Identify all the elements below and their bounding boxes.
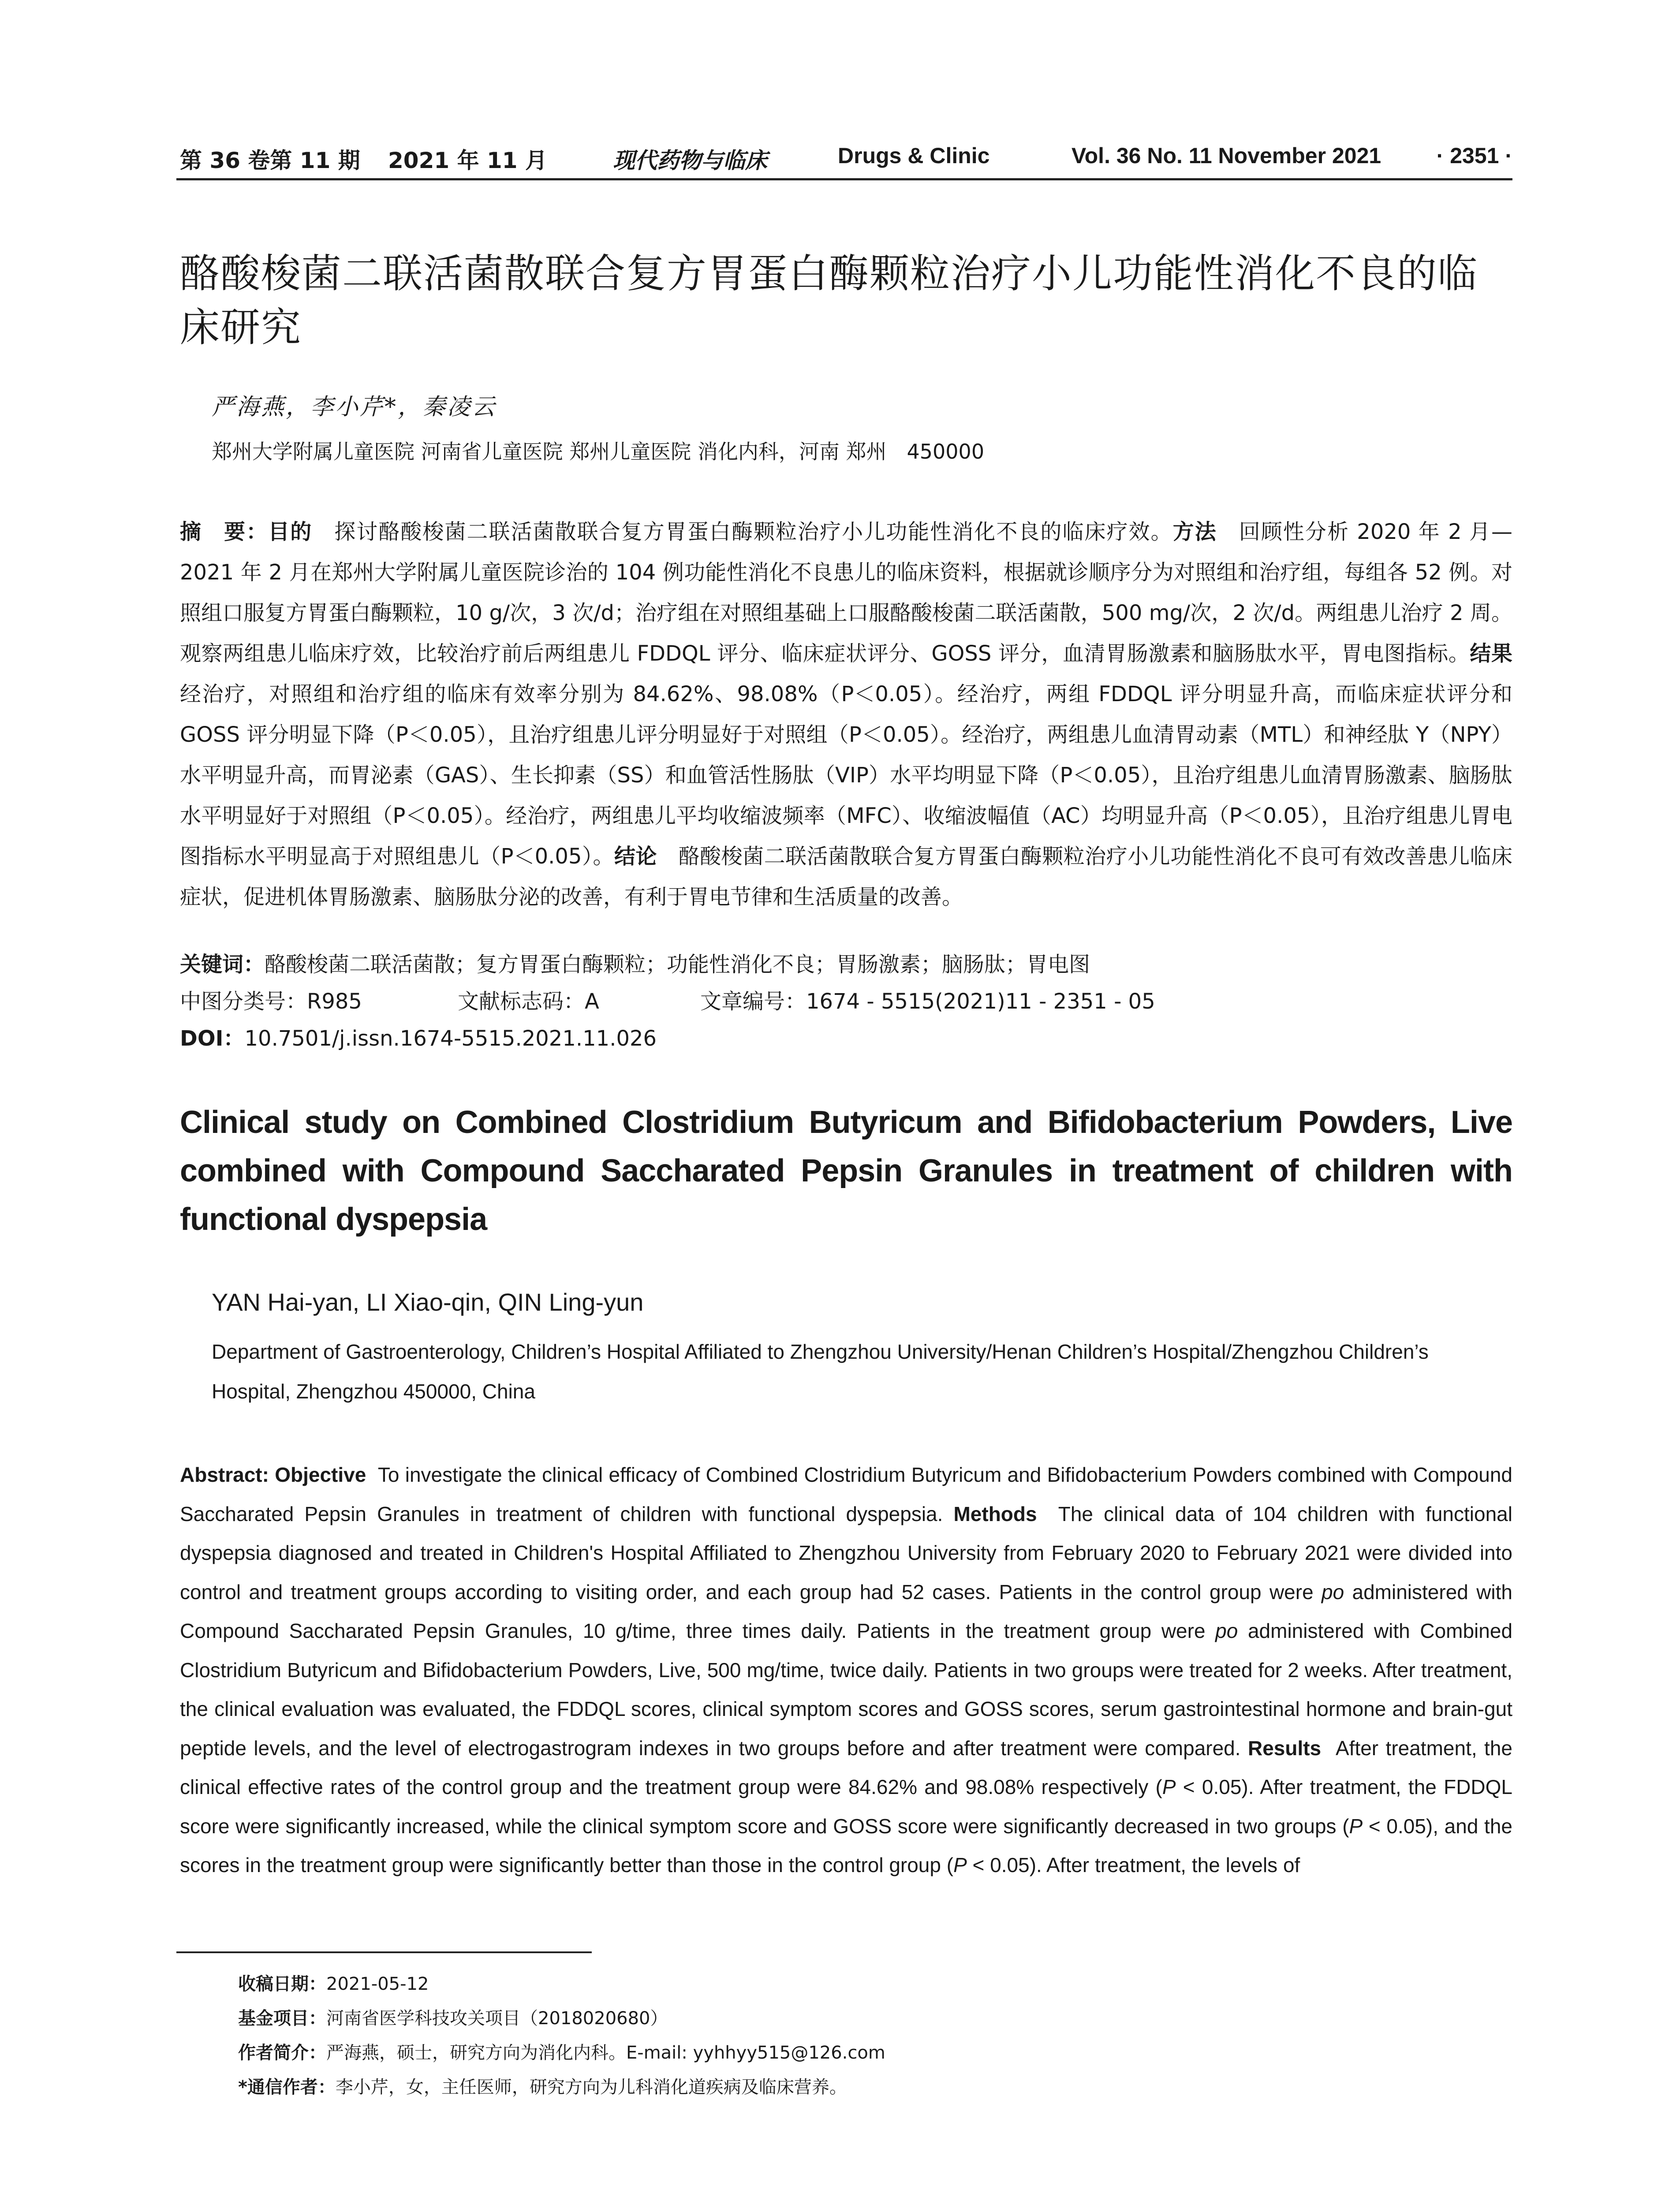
- affiliation-en: Department of Gastroenterology, Children’s Hospital Affiliated to Zhengzhou University/Henan Children’s Hospital/Zhengzhou Children’s Hospital, Zhengzhou 450000, China: [212, 1340, 1429, 1403]
- doi-value: 10.7501/j.issn.1674-5515.2021.11.026: [244, 1026, 657, 1051]
- running-header: [176, 140, 1512, 180]
- document-code: 文献标志码：A: [458, 989, 599, 1014]
- p-symbol: P: [953, 1854, 967, 1876]
- paper-title-cn: 酪酸梭菌二联活菌散联合复方胃蛋白酶颗粒治疗小儿功能性消化不良的临床研究: [180, 250, 1478, 351]
- paper-title-en: Clinical study on Combined Clostridium Butyricum and Bifidobacterium Powders, Live combined with Compound Saccharated Pepsin Granules in treatment of children with functional dyspepsia: [180, 1105, 1512, 1237]
- abstract-en-label: Abstract:: [180, 1463, 269, 1486]
- footnote-fund: [238, 2001, 885, 2036]
- footnote-received: [238, 1967, 885, 2001]
- results-label-en: Results: [1247, 1736, 1322, 1760]
- results-text-en-4: < 0.05). After treatment, the levels of: [972, 1854, 1300, 1876]
- results-text-en-2: < 0.05). After treatment, the FDDQL score were significantly increased, while the clinical symptom score and GOSS score were significantly decreased in two groups (: [180, 1775, 1512, 1838]
- affiliation-cn: 郑州大学附属儿童医院 河南省儿童医院 郑州儿童医院 消化内科，河南 郑州 450000: [212, 440, 985, 463]
- issue-date: 2021 年 11 月: [388, 148, 547, 173]
- abstract-en: [180, 1455, 1512, 1885]
- abstract-cn: [180, 512, 1512, 917]
- received-date: 2021-05-12: [326, 1974, 429, 1994]
- bio-label: 作者简介：: [238, 2043, 326, 2063]
- methods-label-cn: 方法: [1172, 519, 1217, 544]
- article-number: 文章编号：1674 - 5515(2021)11 - 2351 - 05: [700, 989, 1155, 1014]
- results-text-cn: 经治疗，对照组和治疗组的临床有效率分别为 84.62%、98.08%（P＜0.05）。经治疗，两组 FDDQL 评分明显升高，而临床症状评分和 GOSS 评分明显下降（P＜0.05），且治疗组患儿评分明显好于对照组（P＜0.05）。经治疗，两组患儿血清胃动素（MTL）和神经肽 Y（NPY）水平明显升高，而胃泌素（GAS）、生长抑素（SS）和血管活性肠肽（VIP）水平均明显下降（P＜0.05），且治疗组患儿血清胃肠激素、脑肠肽水平明显好于对照组（P＜0.05）。经治疗，两组患儿平均收缩波频率（MFC）、收缩波幅值（AC）均明显升高（P＜0.05），且治疗组患儿胃电图指标水平明显高于对照组患儿（P＜0.05）。: [180, 682, 1512, 869]
- methods-text-en-2: administered with Compound Saccharated Pepsin Granules, 10 g/time, three times daily. Patients in the treatment group were: [180, 1580, 1513, 1642]
- po-term: po: [1322, 1580, 1344, 1603]
- abstract-cn-label: 摘 要：: [180, 519, 269, 544]
- paper-page: [176, 0, 1512, 2205]
- footnotes: [238, 1967, 885, 2104]
- po-term: po: [1215, 1619, 1238, 1642]
- bio-text: 严海燕，硕士，研究方向为消化内科。E-mail: yyhhyy515@126.com: [326, 2043, 885, 2063]
- issue-label: 第 36 卷第 11 期: [180, 148, 360, 173]
- objective-text-en: To investigate the clinical efficacy of Combined Clostridium Butyricum and Bifidobacterium Powders combined with Compound Saccharated Pepsin Granules in treatment of children with functional dyspepsia.: [180, 1463, 1513, 1525]
- p-symbol: P: [1162, 1775, 1176, 1798]
- keywords-text: 酪酸梭菌二联活菌散；复方胃蛋白酶颗粒；功能性消化不良；胃肠激素；脑肠肽；胃电图: [265, 952, 1090, 977]
- journal-name-cn: 现代药物与临床: [613, 147, 767, 173]
- volume-info: Vol. 36 No. 11 November 2021: [1071, 143, 1381, 168]
- results-text-en-1: After treatment, the clinical effective rates of the control group and the treatment group were 84.62% and 98.08% respectively (: [180, 1736, 1513, 1798]
- conclusion-label-cn: 结论: [614, 844, 657, 869]
- methods-text-en-1: The clinical data of 104 children with functional dyspepsia diagnosed and treated in Children's Hospital Affiliated to Zhengzhou University from February 2020 to February 2021 were divided into control and treatment groups according to visiting order, and each group had 52 cases. Patients in the control group were: [180, 1502, 1512, 1603]
- objective-label-cn: 目的: [268, 519, 313, 544]
- results-label-cn: 结果: [1470, 641, 1512, 666]
- methods-text-cn: 回顾性分析 2020 年 2 月—2021 年 2 月在郑州大学附属儿童医院诊治的 104 例功能性消化不良患儿的临床资料，根据就诊顺序分为对照组和治疗组，每组各 52 例。对照组口服复方胃蛋白酶颗粒，10 g/次，3 次/d；治疗组在对照组基础上口服酪酸梭菌二联活菌散，500 mg/次，2 次/d。两组患儿治疗 2 周。观察两组患儿临床疗效，比较治疗前后两组患儿 FDDQL 评分、临床症状评分、GOSS 评分，血清胃肠激素和脑肠肽水平，胃电图指标。: [180, 519, 1512, 666]
- methods-label-en: Methods: [953, 1502, 1037, 1525]
- p-symbol: P: [1349, 1814, 1363, 1838]
- keywords-label: 关键词：: [180, 952, 265, 977]
- objective-label-en: Objective: [275, 1463, 366, 1486]
- received-label: 收稿日期：: [238, 1974, 326, 1994]
- fund-label: 基金项目：: [238, 2008, 326, 2029]
- keywords-cn: [180, 947, 1090, 978]
- authors-en: YAN Hai-yan, LI Xiao-qin, QIN Ling-yun: [212, 1288, 644, 1316]
- clc-number: 中图分类号：R985: [180, 989, 362, 1014]
- doi-label: DOI：: [180, 1026, 245, 1051]
- footnote-author-bio: [238, 2036, 885, 2070]
- footnote-corresponding: [238, 2070, 885, 2104]
- page-number: · 2351 ·: [1436, 143, 1512, 168]
- journal-name-en: Drugs & Clinic: [838, 143, 990, 168]
- authors-cn: 严海燕，李小芹*，秦凌云: [212, 394, 497, 420]
- objective-text-cn: 探讨酪酸梭菌二联活菌散联合复方胃蛋白酶颗粒治疗小儿功能性消化不良的临床疗效。: [334, 519, 1173, 544]
- corresponding-label: *通信作者：: [238, 2077, 336, 2097]
- results-text-en-3: < 0.05), and the scores in the treatment group were significantly better than those in the control group (: [180, 1814, 1513, 1876]
- doi-line: [180, 1021, 657, 1052]
- conclusion-text-cn: 酪酸梭菌二联活菌散联合复方胃蛋白酶颗粒治疗小儿功能性消化不良可有效改善患儿临床症状，促进机体胃肠激素、脑肠肽分泌的改善，有利于胃电节律和生活质量的改善。: [180, 844, 1512, 909]
- corresponding-text: 李小芹，女，主任医师，研究方向为儿科消化道疾病及临床营养。: [335, 2077, 847, 2097]
- footnote-divider: [176, 1951, 592, 1953]
- methods-text-en-3: administered with Combined Clostridium Butyricum and Bifidobacterium Powders, Live, 500 mg/time, twice daily. Patients in two groups were treated for 2 weeks. After treatment, the clinical evaluation was evaluated, the FDDQL scores, clinical symptom scores and GOSS scores, serum gastrointestinal hormone and brain-gut peptide levels, and the level of electrogastrogram indexes in two groups before and after treatment were compared.: [180, 1619, 1513, 1760]
- fund-text: 河南省医学科技攻关项目（2018020680）: [326, 2008, 668, 2029]
